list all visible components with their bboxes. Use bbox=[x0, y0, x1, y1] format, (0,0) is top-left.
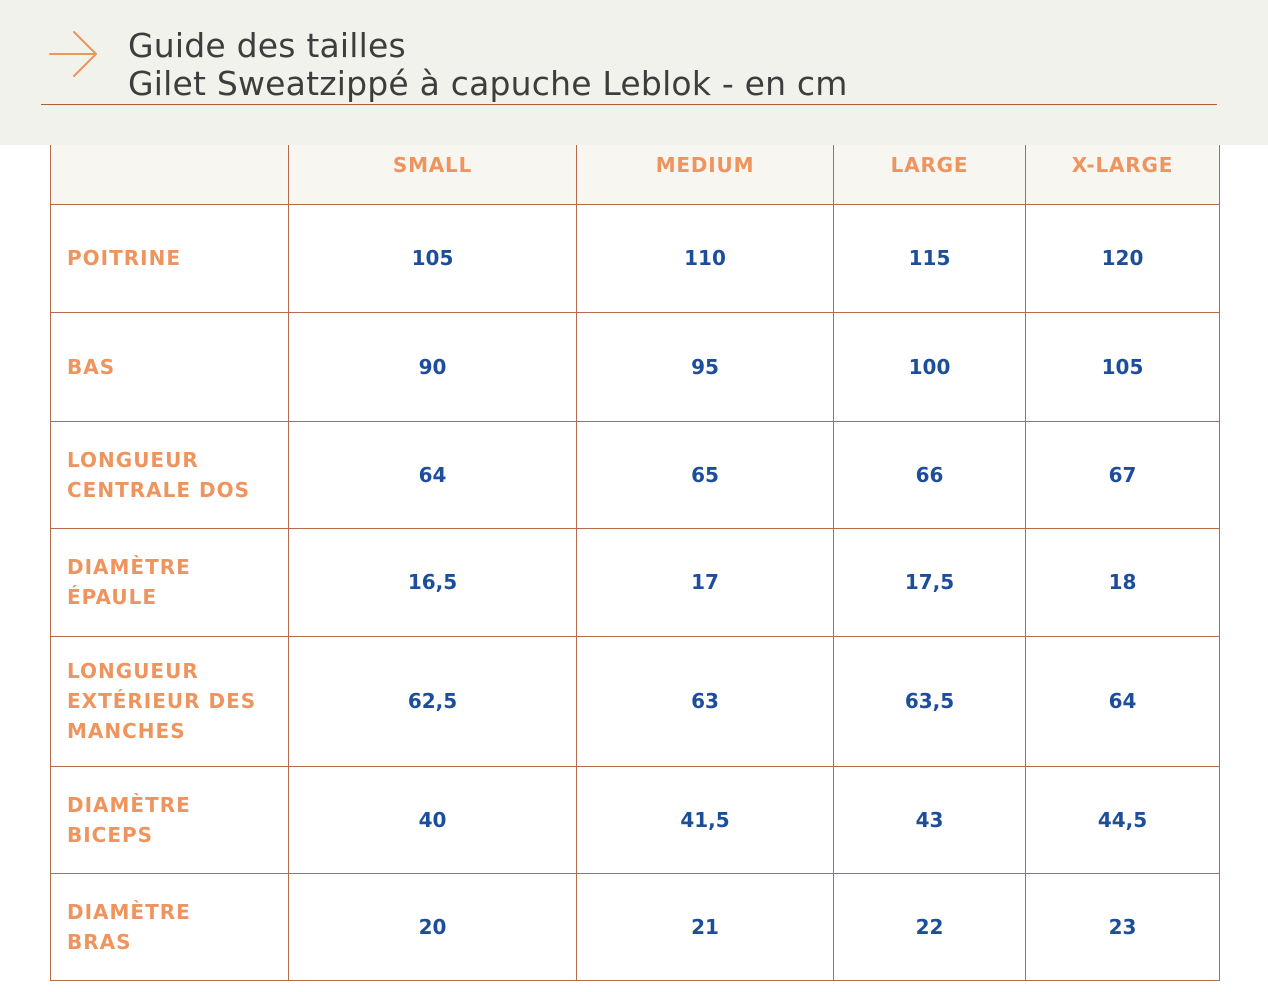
row-label-line: LONGUEUR bbox=[67, 447, 199, 472]
row-label-diametre-biceps bbox=[51, 766, 289, 873]
table-cell: 65 bbox=[577, 421, 834, 528]
table-cell: 17 bbox=[577, 528, 834, 636]
size-guide-table bbox=[50, 145, 1220, 981]
row-label-line: BICEPS bbox=[67, 822, 154, 847]
table-cell: 120 bbox=[1026, 204, 1220, 312]
column-header-small: SMALL bbox=[289, 145, 577, 204]
table-cell: 100 bbox=[834, 312, 1026, 421]
table-row bbox=[51, 204, 1220, 312]
table-cell: 22 bbox=[834, 873, 1026, 980]
row-label-bas bbox=[51, 312, 289, 421]
table-cell: 44,5 bbox=[1026, 766, 1220, 873]
table-cell: 105 bbox=[289, 204, 577, 312]
table-cell: 17,5 bbox=[834, 528, 1026, 636]
table-cell: 67 bbox=[1026, 421, 1220, 528]
table-cell: 23 bbox=[1026, 873, 1220, 980]
table-row bbox=[51, 312, 1220, 421]
arrow-right-icon bbox=[48, 29, 100, 79]
column-header-x-large: X-LARGE bbox=[1026, 145, 1220, 204]
row-label-line: POITRINE bbox=[67, 246, 181, 270]
column-header-empty bbox=[51, 145, 289, 204]
row-label-line: EXTÉRIEUR DES bbox=[67, 689, 257, 713]
table-cell: 63,5 bbox=[834, 636, 1026, 766]
row-label-longueur-exterieur-manches bbox=[51, 636, 289, 766]
table-row bbox=[51, 528, 1220, 636]
row-label-line: DIAMÈTRE bbox=[67, 792, 191, 817]
table-cell: 20 bbox=[289, 873, 577, 980]
row-label-line: CENTRALE DOS bbox=[67, 477, 250, 502]
row-label-line: BAS bbox=[67, 354, 116, 379]
table-cell: 63 bbox=[577, 636, 834, 766]
table-cell: 66 bbox=[834, 421, 1026, 528]
table-cell: 43 bbox=[834, 766, 1026, 873]
table-row bbox=[51, 766, 1220, 873]
table-cell: 115 bbox=[834, 204, 1026, 312]
column-header-large: LARGE bbox=[834, 145, 1026, 204]
row-label-line: DIAMÈTRE bbox=[67, 555, 191, 579]
table-row bbox=[51, 636, 1220, 766]
row-label-diametre-epaule bbox=[51, 528, 289, 636]
column-header-medium: MEDIUM bbox=[577, 145, 834, 204]
table-header-row bbox=[51, 145, 1220, 204]
table-cell: 41,5 bbox=[577, 766, 834, 873]
table-cell: 18 bbox=[1026, 528, 1220, 636]
table-cell: 105 bbox=[1026, 312, 1220, 421]
table-cell: 21 bbox=[577, 873, 834, 980]
page-title: Guide des tailles bbox=[128, 26, 406, 65]
table-cell: 110 bbox=[577, 204, 834, 312]
row-label-poitrine bbox=[51, 204, 289, 312]
table-cell: 90 bbox=[289, 312, 577, 421]
page-subtitle: Gilet Sweatzippé à capuche Leblok - en cm bbox=[128, 64, 848, 103]
row-label-longueur-centrale-dos bbox=[51, 421, 289, 528]
table-cell: 64 bbox=[1026, 636, 1220, 766]
table-cell: 40 bbox=[289, 766, 577, 873]
header-divider bbox=[41, 104, 1217, 105]
table-cell: 95 bbox=[577, 312, 834, 421]
row-label-line: LONGUEUR bbox=[67, 659, 199, 683]
row-label-line: ÉPAULE bbox=[67, 585, 157, 609]
table-cell: 62,5 bbox=[289, 636, 577, 766]
row-label-line: DIAMÈTRE bbox=[67, 899, 191, 924]
header bbox=[0, 0, 1268, 145]
table-cell: 16,5 bbox=[289, 528, 577, 636]
row-label-line: BRAS bbox=[67, 929, 132, 954]
table-row bbox=[51, 421, 1220, 528]
table-cell: 64 bbox=[289, 421, 577, 528]
table-row bbox=[51, 873, 1220, 980]
row-label-line: MANCHES bbox=[67, 719, 186, 743]
row-label-diametre-bras bbox=[51, 873, 289, 980]
